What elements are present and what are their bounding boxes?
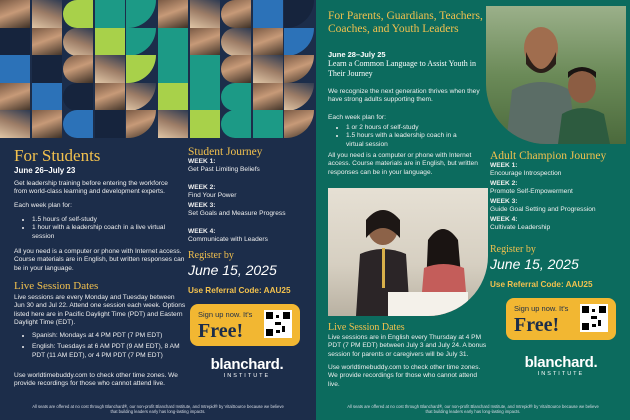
mosaic-tile bbox=[95, 28, 125, 56]
mosaic-tile bbox=[284, 0, 314, 28]
signup-label: Sign up now. It's bbox=[198, 310, 253, 319]
mosaic-tile bbox=[32, 55, 62, 83]
students-other-zones: Use worldtimebuddy.com to check other time zones. We provide recordings for those who cannot attend live. bbox=[14, 372, 178, 388]
students-intro: Get leadership training before entering the workforce from world-class learning and development experts. bbox=[14, 180, 168, 196]
mosaic-tile bbox=[0, 0, 30, 28]
mosaic-tile bbox=[95, 83, 125, 111]
students-referral: Use Referral Code: AAU25 bbox=[188, 286, 291, 295]
mosaic-tile bbox=[190, 55, 220, 83]
adults-subtitle: Learn a Common Language to Assist Youth in Their Journey bbox=[328, 59, 476, 78]
journey-week: WEEK 2: Promote Self-Empowerment bbox=[490, 180, 573, 196]
adults-referral: Use Referral Code: AAU25 bbox=[490, 280, 593, 289]
mosaic-tile bbox=[253, 0, 283, 28]
students-live-heading: Live Session Dates bbox=[14, 280, 99, 292]
mosaic-tile bbox=[190, 0, 220, 28]
mentor-illustration bbox=[328, 188, 488, 316]
journey-week: WEEK 1: Get Past Limiting Beliefs bbox=[188, 158, 260, 174]
mosaic-tile bbox=[190, 83, 220, 111]
students-signup-button[interactable] bbox=[190, 304, 300, 346]
mosaic-tile bbox=[63, 83, 93, 111]
students-weekly-list bbox=[22, 216, 172, 241]
mosaic-tile bbox=[126, 0, 156, 28]
mosaic-tile bbox=[158, 28, 188, 56]
free-label: Free! bbox=[514, 314, 560, 336]
mosaic-tile bbox=[253, 83, 283, 111]
mosaic-tile bbox=[221, 55, 251, 83]
mosaic-tile bbox=[95, 110, 125, 138]
list-item: • 1 or 2 hours of self-study bbox=[346, 124, 476, 132]
mosaic-tile bbox=[126, 28, 156, 56]
mosaic-tile bbox=[253, 110, 283, 138]
students-live-list bbox=[22, 332, 186, 360]
mosaic-tile bbox=[253, 28, 283, 56]
mosaic-tile bbox=[221, 83, 251, 111]
students-journey-list bbox=[188, 158, 312, 245]
adults-journey-title: Adult Champion Journey bbox=[490, 150, 607, 162]
mosaic-tile bbox=[158, 110, 188, 138]
list-item: • 1.5 hours with a leadership coach in a virtual session bbox=[346, 132, 476, 149]
mosaic-tile bbox=[126, 83, 156, 111]
mosaic-tile bbox=[126, 55, 156, 83]
mosaic-tile bbox=[284, 83, 314, 111]
signup-label: Sign up now. It's bbox=[514, 304, 569, 313]
mosaic-tile bbox=[126, 110, 156, 138]
students-live-text: Live sessions are every Monday and Tuesday between Jun 30 and Jul 22. Attend one session each week. Options listed here are in Pacific Daylight Time (PDT) and Eastern Daylight Time (EDT). bbox=[14, 294, 186, 327]
mosaic-tile bbox=[0, 110, 30, 138]
mosaic-tile bbox=[158, 0, 188, 28]
journey-week: WEEK 4: Cultivate Leadership bbox=[490, 216, 551, 232]
mosaic-tile bbox=[190, 110, 220, 138]
mosaic-tile bbox=[190, 28, 220, 56]
mentor-photo bbox=[328, 188, 488, 316]
adults-register-date: June 15, 2025 bbox=[490, 256, 579, 272]
list-item: • English: Tuesdays at 6 AM PDT (9 AM EDT), 8 AM PDT (11 AM EDT), or 4 PM PDT (7 PM EDT) bbox=[32, 343, 186, 360]
family-illustration bbox=[486, 6, 626, 144]
journey-week: WEEK 1: Encourage Introspection bbox=[490, 162, 562, 178]
journey-week: WEEK 3: Guide Goal Setting and Progression bbox=[490, 198, 596, 214]
mosaic-tile bbox=[0, 28, 30, 56]
list-item: • 1 hour with a leadership coach in a live virtual session bbox=[32, 224, 172, 241]
adults-weekly-list bbox=[336, 124, 476, 149]
mosaic-tile bbox=[95, 0, 125, 28]
mosaic-tile bbox=[63, 0, 93, 28]
students-footer: All seats are offered at no cost through Blanchard®, our non-profit Blanchard Institute, and Intrepid® by VitalSource because we believe that building leaders early has long-lasting impacts. bbox=[32, 404, 284, 414]
mosaic-tile bbox=[0, 55, 30, 83]
free-label: Free! bbox=[198, 320, 244, 342]
adults-footer: All seats are offered at no cost through Blanchard®, our non-profit Blanchard Institute, and Intrepid® by VitalSource because we believe that building leaders early has long-lasting impacts. bbox=[347, 404, 599, 414]
adults-signup-button[interactable] bbox=[506, 298, 616, 340]
mosaic-tile bbox=[284, 55, 314, 83]
adults-intro: We recognize the next generation thrives when they have strong adults supporting them. bbox=[328, 88, 480, 104]
mosaic-tile bbox=[32, 0, 62, 28]
students-register-label: Register by bbox=[188, 250, 234, 261]
mosaic-tile bbox=[32, 28, 62, 56]
students-dates: June 26–July 23 bbox=[14, 166, 76, 175]
mosaic-tile bbox=[0, 83, 30, 111]
adults-live-heading: Live Session Dates bbox=[328, 322, 405, 333]
list-item: • 1.5 hours of self-study bbox=[32, 216, 172, 224]
adults-title: For Parents, Guardians, Teachers, Coaches, and Youth Leaders bbox=[328, 10, 483, 35]
adults-other-zones: Use worldtimebuddy.com to check other time zones. We provide recordings for those who cannot attend live. bbox=[328, 364, 481, 388]
students-weekly-heading: Each week plan for: bbox=[14, 202, 72, 209]
mosaic-tile bbox=[32, 83, 62, 111]
mosaic-tile bbox=[158, 55, 188, 83]
adults-dates: June 28–July 25 bbox=[328, 50, 386, 59]
journey-week: WEEK 3: Set Goals and Measure Progress bbox=[188, 202, 286, 218]
mosaic-tile bbox=[158, 83, 188, 111]
journey-week: WEEK 4: Communicate with Leaders bbox=[188, 228, 268, 244]
adults-requirements: All you need is a computer or phone with Internet access. Course materials are in English, but written responses can be in your language. bbox=[328, 152, 478, 176]
mosaic-tile bbox=[95, 55, 125, 83]
students-journey-title: Student Journey bbox=[188, 146, 263, 158]
mosaic-tile bbox=[253, 55, 283, 83]
qr-code-icon[interactable] bbox=[580, 304, 608, 332]
list-item: • Spanish: Mondays at 4 PM PDT (7 PM EDT) bbox=[32, 332, 186, 340]
family-photo bbox=[486, 6, 626, 144]
mosaic-tile bbox=[284, 28, 314, 56]
students-requirements: All you need is a computer or phone with Internet access. Course materials are in English, but written responses can be in your language. bbox=[14, 248, 185, 272]
adults-register-label: Register by bbox=[490, 244, 536, 255]
mosaic-tile bbox=[32, 110, 62, 138]
students-title: For Students bbox=[14, 146, 101, 165]
adults-flyer bbox=[316, 0, 630, 420]
adults-weekly-heading: Each week plan for: bbox=[328, 114, 386, 121]
blanchard-logo: blanchard. INSTITUTE bbox=[210, 356, 284, 379]
qr-code-icon[interactable] bbox=[264, 310, 292, 338]
blanchard-logo: blanchard. INSTITUTE bbox=[524, 354, 598, 377]
mosaic-tile bbox=[221, 28, 251, 56]
students-register-date: June 15, 2025 bbox=[188, 262, 277, 278]
journey-week: WEEK 2: Find Your Power bbox=[188, 184, 237, 200]
mosaic-tile bbox=[221, 110, 251, 138]
mosaic-tile bbox=[63, 55, 93, 83]
adults-live-text: Live sessions are in English every Thursday at 4 PM PDT (7 PM EDT) between July 3 and July 24. A bonus session for parents or caregivers will be July 31. bbox=[328, 334, 487, 358]
mosaic-tile bbox=[221, 0, 251, 28]
adults-journey-list bbox=[490, 162, 626, 233]
mosaic-tile bbox=[63, 110, 93, 138]
mosaic-tile bbox=[63, 28, 93, 56]
mosaic-tile bbox=[284, 110, 314, 138]
photo-mosaic bbox=[0, 0, 316, 138]
